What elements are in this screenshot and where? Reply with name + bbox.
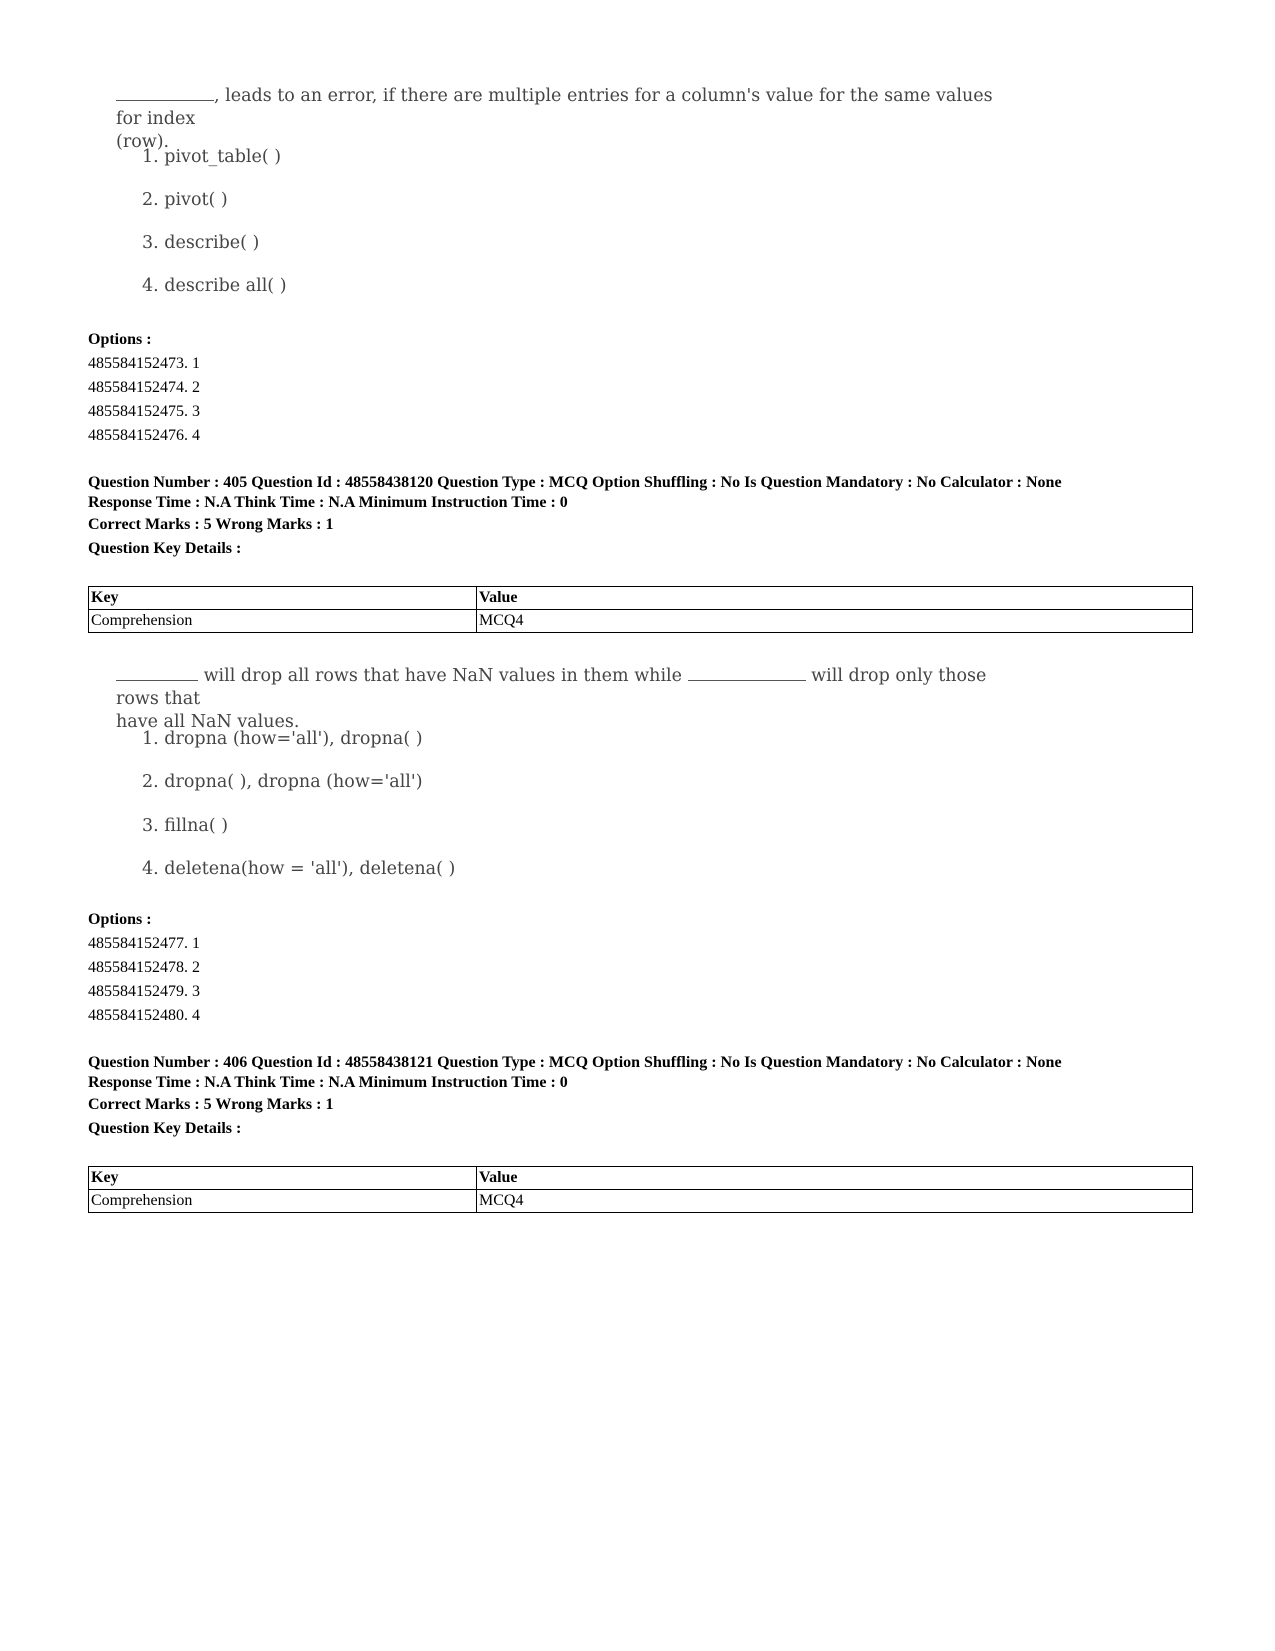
table-cell: MCQ4 (477, 1190, 1193, 1213)
stem-text: will drop only those rows that (116, 666, 987, 709)
key-details-label: Question Key Details : (88, 1120, 242, 1137)
table-header: Key (89, 1167, 477, 1190)
options-405 (88, 908, 1188, 1028)
question-stem (116, 664, 1016, 734)
table-cell: Comprehension (89, 610, 477, 633)
choice-item: 2. dropna( ), dropna (how='all') (142, 772, 423, 792)
choice-item: 3. fillna( ) (142, 816, 229, 836)
option-item: 485584152479. 3 (88, 983, 200, 1000)
stem-text: will drop all rows that have NaN values in them while (203, 666, 682, 686)
question-meta: Question Number : 406 Question Id : 48558438121 Question Type : MCQ Option Shuffling : No Is Question Mandatory : No Calculator : None (88, 1054, 1062, 1071)
question-406-header (88, 1053, 1188, 1141)
question-timing: Response Time : N.A Think Time : N.A Minimum Instruction Time : 0 (88, 1074, 568, 1091)
key-details-label: Question Key Details : (88, 540, 242, 557)
question-stem (116, 84, 1016, 154)
choice-item: 2. pivot( ) (142, 190, 228, 210)
options-label: Options : (88, 331, 152, 348)
option-item: 485584152476. 4 (88, 427, 200, 444)
answer-blank (688, 664, 806, 681)
table-header-row (89, 1167, 1193, 1190)
choice-item: 3. describe( ) (142, 233, 260, 253)
table-cell: MCQ4 (477, 610, 1193, 633)
question-marks: Correct Marks : 5 Wrong Marks : 1 (88, 1096, 334, 1113)
option-item: 485584152477. 1 (88, 935, 200, 952)
stem-text-cont: (row). (116, 132, 170, 152)
stem-text: , leads to an error, if there are multiple entries for a column's value for the same values for index (116, 86, 993, 129)
table-row (89, 1190, 1193, 1213)
table-cell: Comprehension (89, 1190, 477, 1213)
choice-item: 1. dropna (how='all'), dropna( ) (142, 729, 423, 749)
question-meta: Question Number : 405 Question Id : 48558438120 Question Type : MCQ Option Shuffling : No Is Question Mandatory : No Calculator : None (88, 474, 1062, 491)
option-item: 485584152473. 1 (88, 355, 200, 372)
option-item: 485584152475. 3 (88, 403, 200, 420)
options-label: Options : (88, 911, 152, 928)
choice-item: 4. deletena(how = 'all'), deletena( ) (142, 859, 456, 879)
question-timing: Response Time : N.A Think Time : N.A Minimum Instruction Time : 0 (88, 494, 568, 511)
options-404 (88, 328, 1188, 448)
question-405-image (116, 664, 1016, 879)
choice-item: 4. describe all( ) (142, 276, 287, 296)
question-404-image (116, 84, 1016, 296)
key-details-table-406 (88, 1166, 1193, 1213)
table-row (89, 610, 1193, 633)
question-405-header (88, 473, 1188, 561)
table-header: Key (89, 587, 477, 610)
key-details-table-405 (88, 586, 1193, 633)
answer-blank (116, 664, 198, 681)
table-header-row (89, 587, 1193, 610)
stem-text-cont: have all NaN values. (116, 712, 300, 732)
table-header: Value (477, 1167, 1193, 1190)
table-header: Value (477, 587, 1193, 610)
answer-blank (116, 84, 214, 101)
option-item: 485584152478. 2 (88, 959, 200, 976)
option-item: 485584152474. 2 (88, 379, 200, 396)
option-item: 485584152480. 4 (88, 1007, 200, 1024)
question-marks: Correct Marks : 5 Wrong Marks : 1 (88, 516, 334, 533)
choice-item: 1. pivot_table( ) (142, 147, 282, 167)
